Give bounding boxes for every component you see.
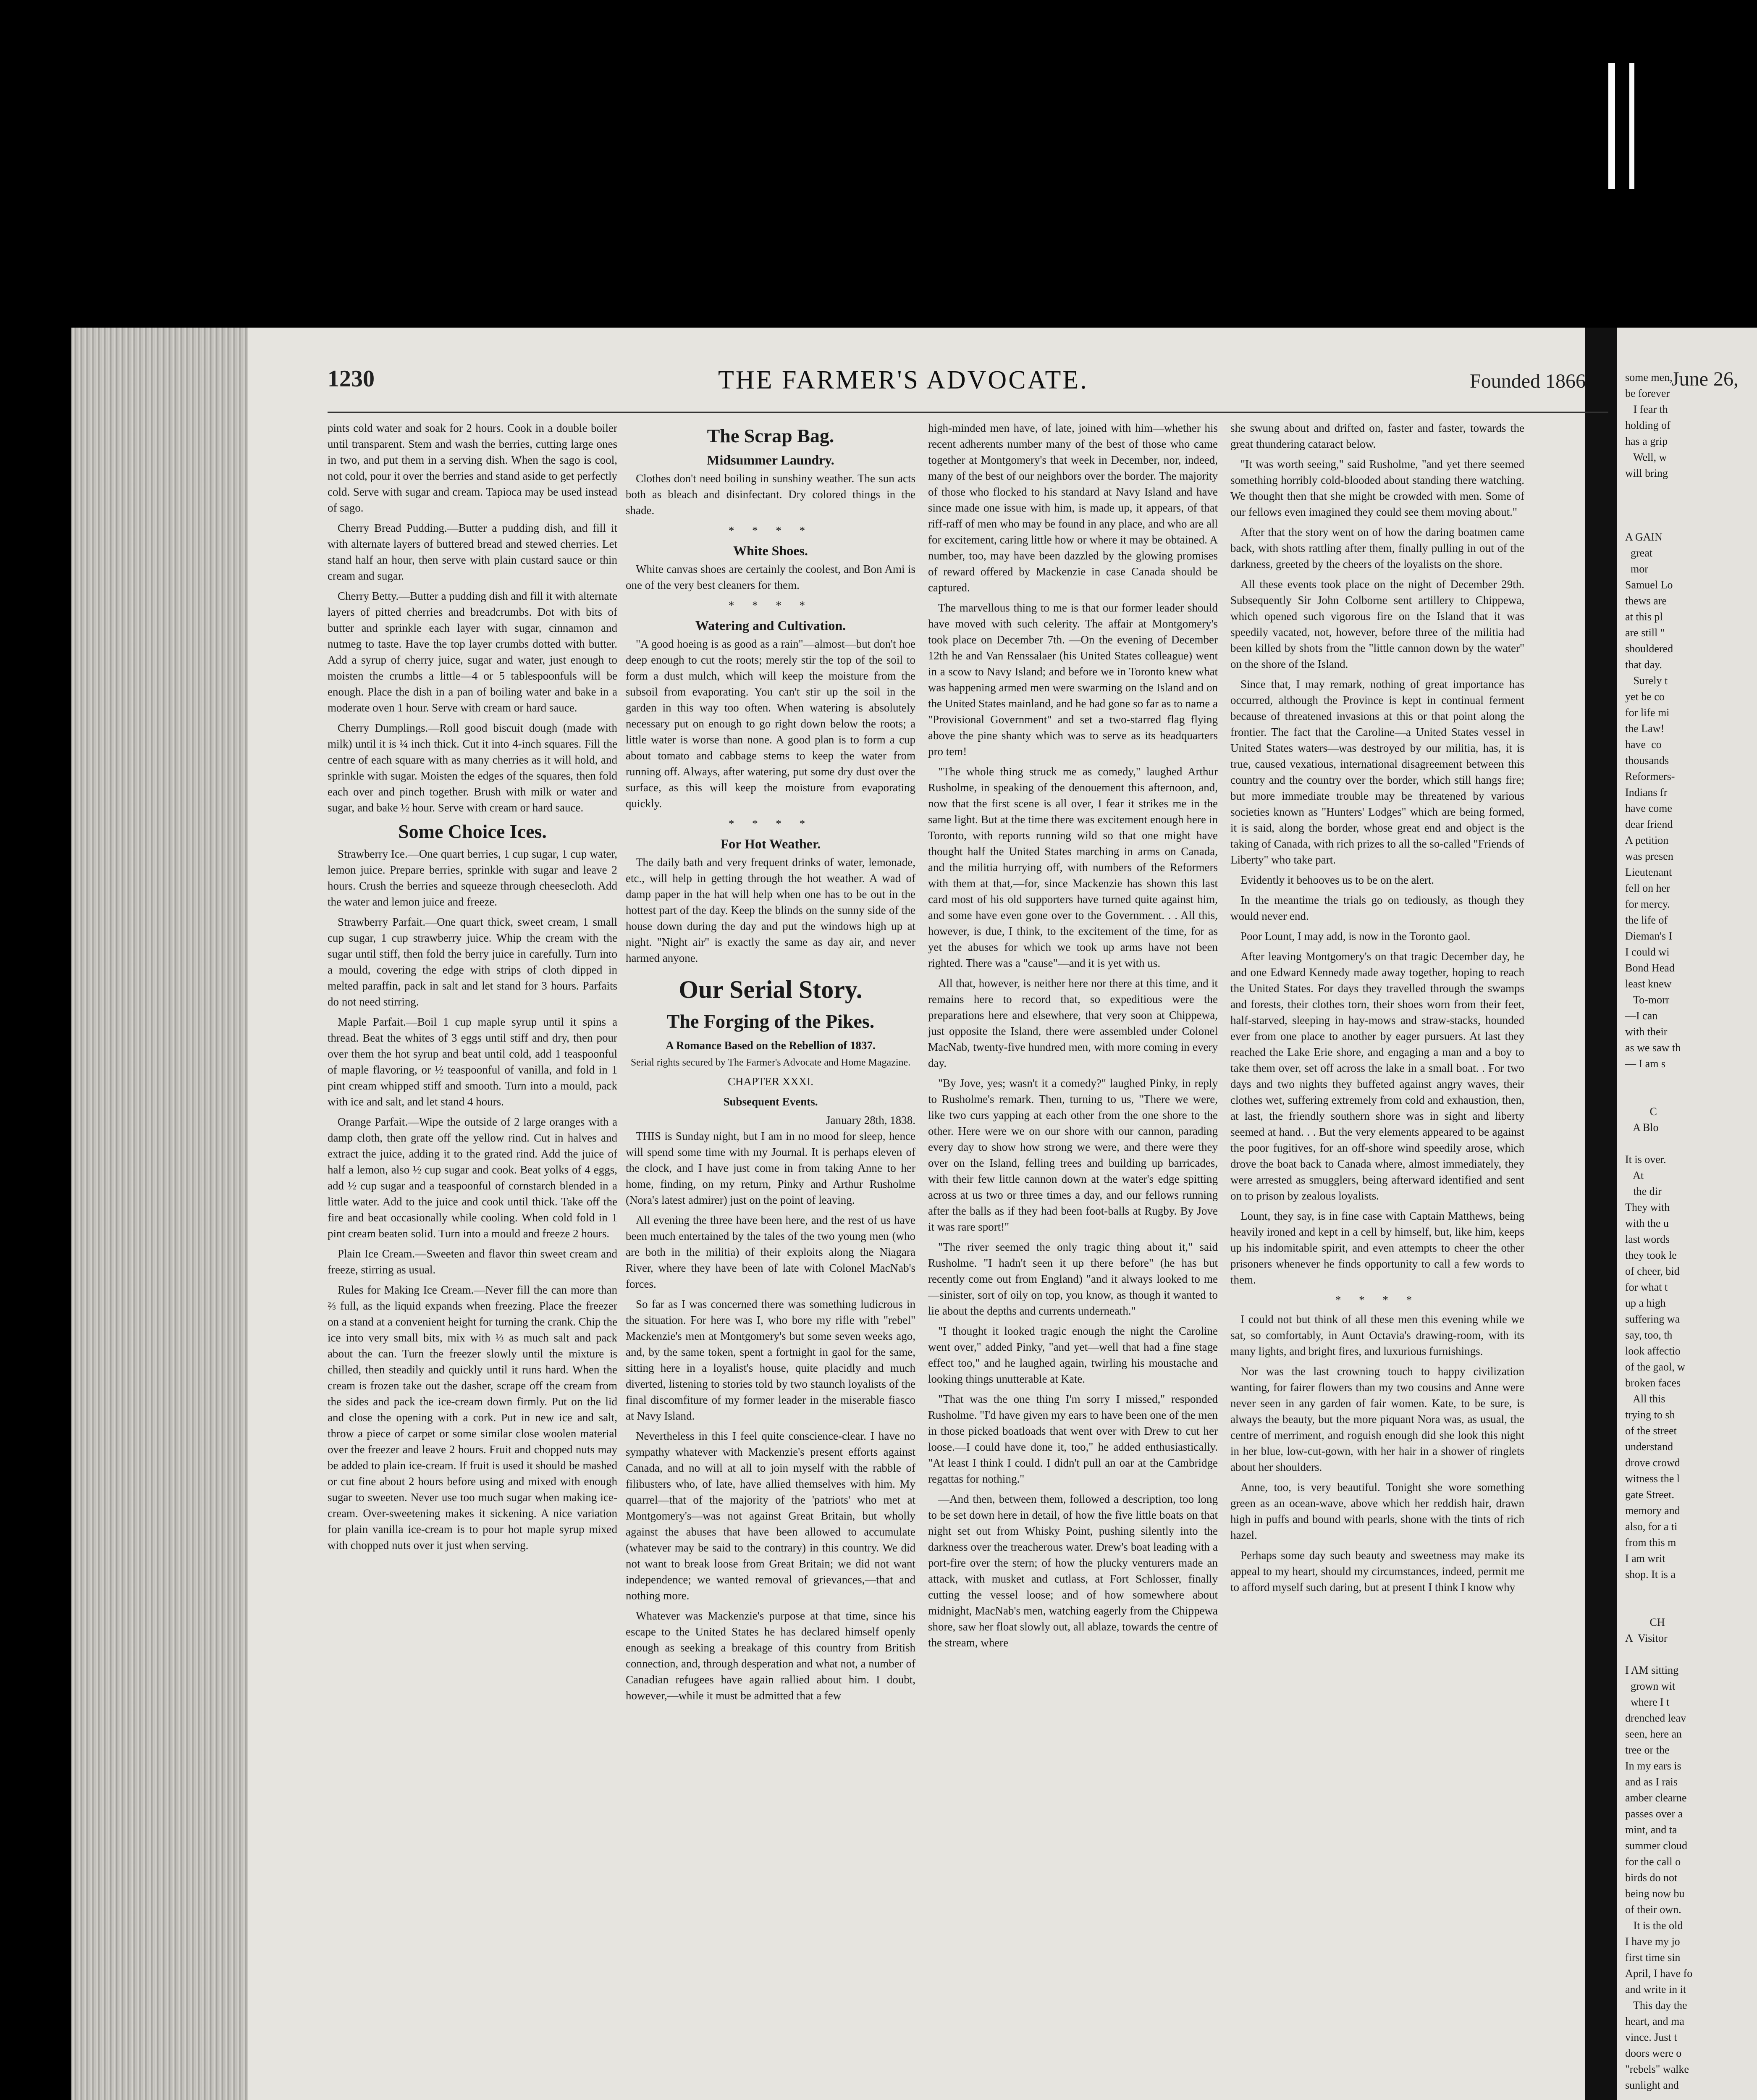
paragraph: Lount, they say, is in fine case with Captain Matthews, being heavily ironed and kept in a cell by himself, but, like him, keeps up his indomitable spirit, and even attempts to cheer the other prisoners whenever he finds opportunity to call a few words to them. [1230, 1210, 1524, 1286]
paragraph: Orange Parfait.—Wipe the outside of 2 large oranges with a damp cloth, then grate off the yellow rind. Cut in halves and extract the juice, adding it to the grated rind. Add the juice of half a lemon, also ½ cup sugar and cook. Beat yolks of 4 eggs, add ½ cup sugar and a teaspoonful of cornstarch blended in a little water. Add to the juice and cook until thick. Take off the fire and beat occasionally while cooling. When cold fold in 1 pint cream beaten solid. Turn into a mould and freeze 2 hours. [328, 1116, 617, 1240]
paragraph: In the meantime the trials go on tediously, as though they would never end. [1230, 894, 1524, 922]
subheading: For Hot Weather. [720, 836, 821, 851]
paragraph: All that, however, is neither here nor there at this time, and it remains here to record that, so expeditious were the preparations here and elsewhere, that very soon at Chippewa, just opposite the Island, there were assembled under Colonel MacNab, twenty-five hundred men, with more coming in every day. [928, 977, 1218, 1069]
paragraph: "That was the one thing I'm sorry I missed," responded Rusholme. "I'd have given my ears to have been one of the men in those picked boatloads that went over with Drew to cut her loose.—I could have done it, too," he added enthusiastically. "At least I think I could. I didn't pull an oar at the Cambridge regattas for nothing." [928, 1393, 1218, 1485]
paragraph: So far as I was concerned there was something ludicrous in the situation. For here was I, who bore my rifle with "rebel" Mackenzie's men at Montgomery's but some seven weeks ago, and, by the same token, spent a fortnight in gaol for the same, sitting here in a loyalist's house, quite placidly and much diverted, listening to stories told by two staunch loyalists of the final discomfiture of my former leader in the miserable fiasco at Navy Island. [626, 1298, 915, 1422]
paragraph: Perhaps some day such beauty and sweetness may make its appeal to my heart, should my circumstances, indeed, permit me to afford myself such daring, but at present I think I know why [1230, 1549, 1524, 1593]
paragraph: Nevertheless in this I feel quite conscience-clear. I have no sympathy whatever with Mackenzie's present efforts against Canada, and no will at all to join myself with the rabble of filibusters who, of late, have allied themselves with him. My quarrel—that of the majority of the 'patriots' who met at Montgomery's—was not against Great Britain, but wholly against the abuses that have been allowed to accumulate (whatever may be said to the contrary) in this country. We did not want to break loose from Great Britain; we did not want independence; we wanted removal of grievances,—that and nothing more. [626, 1430, 915, 1602]
paragraph: —And then, between them, followed a description, too long to be set down here in detail, of how the five little boats on that night set out from Whisky Point, pushing silently into the darkness over the treacherous water. Drew's boat leading with a port-fire over the stern; of how the plucky venturers made an attack, with musket and cutlass, at Fort Schlosser, finally cutting the vessel loose; and of how somewhere about midnight, MacNab's men, watching eagerly from the Chippewa shore, saw her float slowly out, all ablaze, towards the centre of the stream, where [928, 1493, 1218, 1649]
paragraph: "A good hoeing is as good as a rain"—almost—but don't hoe deep enough to cut the roots; merely stir the top of the soil to form a dust mulch, which will keep the moisture from the subsoil from evaporating. You can't stir up the soil in the garden in this way too often. When watering is absolutely necessary put on enough to go right down below the roots; a little water is worse than none. A good plan is to form a cup about tomato and cabbage stems to keep the water from running off. Always, after watering, put some dry dust over the surface, as this will keep the moisture from evaporating quickly. [626, 638, 915, 810]
rights-notice: Serial rights secured by The Farmer's Advocate and Home Magazine. [630, 1057, 911, 1068]
section-heading: The Scrap Bag. [707, 425, 834, 446]
paragraph: White canvas shoes are certainly the coolest, and Bon Ami is one of the very best cleaners for them. [626, 563, 915, 591]
page-number: 1230 [328, 366, 375, 392]
paragraph: Since that, I may remark, nothing of great importance has occurred, although the Province is kept in continual ferment because of threatened invasions at this or that point along the frontier. The fact that the Caroline—a United States vessel in United States waters—was destroyed by our militia, has, it is true, caused vexatious, international disagreement between this country and the country over the border, which still hangs fire; but more immediate trouble may be threatened by various societies known as "Hunters' Lodges" which are being formed, it is said, along the border, whose great end and object is the taking of Canada, with rich prizes to all the so-called "Friends of Liberty" who take part. [1230, 678, 1524, 866]
header-rule [328, 412, 1608, 413]
paragraph: All evening the three have been here, and the rest of us have been much entertained by the tales of the two young men (who are both in the militia) of their exploits along the Niagara River, where they have been of late with Colonel MacNab's forces. [626, 1214, 915, 1290]
book-edge-pages [71, 328, 248, 2100]
paragraph: high-minded men have, of late, joined with him—whether his recent adherents number many of the best of those who came together at Montgomery's that week in December, nor, indeed, many of the best of our neighbors over the border. The majority of those who flocked to his standard at Navy Island and have since made one issue with him, is made up, it appears, of that riff-raff of men who may be found in any place, and who are all for excitement, caring little how or where it may be obtained. A number, too, may have been dazzled by the glowing promises of reward offered by Mackenzie in case Canada should be captured. [928, 422, 1218, 594]
story-title: The Forging of the Pikes. [666, 1011, 875, 1032]
paragraph: Cherry Bread Pudding.—Butter a pudding dish, and fill it with alternate layers of buttered bread and stewed cherries. Let stand half an hour, then serve with plain custard sauce or thin cream and sugar. [328, 522, 617, 582]
section-divider: * * * * [728, 524, 813, 537]
subheading: White Shoes. [733, 543, 808, 558]
paragraph: After leaving Montgomery's on that tragic December day, he and one Edward Kennedy made away together, hoping to reach the United States. For days they travelled through the swamps and forests, their clothes torn, their shoes worn from their feet, half-starved, sleeping in hay-mows and straw-stacks, hounded ever from one place to another by eager pursuers. At last they reached the Lake Erie shore, and engaging a man and a boy to take them over, set off across the lake in a small boat. . For two days and two nights they buffeted against angry waves, their clothes wet, suffering extremely from cold and exhaustion, then, at last, the friendly southern shore was in sight and liberty seemed at hand. . . But the very elements appeared to be against the poor fugitives, for an off-shore wind speedily arose, which drove the boat back to Canada where, almost immediately, they were arrested as smugglers, being afterward identified and sent on to prison by zealous loyalists. [1230, 950, 1524, 1202]
next-page-date: June 26, [1671, 368, 1739, 390]
paragraph: pints cold water and soak for 2 hours. Cook in a double boiler until transparent. Stem and wash the berries, cutting large ones in two, and put them in a serving dish. When the sago is cool, not cold, pour it over the berries and stand aside to get perfectly cold. Serve with sugar and cream. Tapioca may be used instead of sago. [328, 422, 617, 514]
section-divider: * * * * [728, 817, 813, 830]
paragraph: Maple Parfait.—Boil 1 cup maple syrup until it spins a thread. Beat the whites of 3 eggs until stiff and dry, then pour over them the hot syrup and beat until cold, add 1 teaspoonful of maple flavoring, or ½ teaspoonful of vanilla, and fold in 1 pint cream whipped stiff and smooth. Turn into a mould, pack with ice and salt, and let stand 4 hours. [328, 1016, 617, 1108]
serial-heading: Our Serial Story. [679, 976, 863, 1003]
paragraph: Rules for Making Ice Cream.—Never fill the can more than ⅔ full, as the liquid expands when freezing. Place the freezer on a stand at a convenient height for turning the crank. Chip the ice into very small bits, mix with ⅓ as much salt and pack about the can. Turn the freezer slowly until the mixture is chilled, then steadily and quickly until it runs hard. When the cream is frozen take out the dasher, scrape off the cream from the sides and pack the ice-cream down firmly. Put on the lid and close the opening with a cork. Put in new ice and salt, throw a piece of carpet or some similar close woolen material over the freezer and leave 2 hours. Fruit and chopped nuts may be added to plain ice-cream. If fruit is used it should be mashed or cut fine about 2 hours before using and mixed with enough sugar to sweeten. Never use too much sugar when making ice-cream. Over-sweetening makes it sickening. A nice variation for plain vanilla ice-cream is to pour hot maple syrup mixed with chopped nuts over it just when serving. [328, 1284, 617, 1551]
section-heading: Some Choice Ices. [398, 821, 547, 842]
column-4 [1230, 420, 1524, 1599]
paragraph: Plain Ice Cream.—Sweeten and flavor thin sweet cream and freeze, stirring as usual. [328, 1247, 617, 1276]
paragraph: Anne, too, is very beautiful. Tonight she wore something green as an ocean-wave, above which her reddish hair, drawn high in puffs and bound with pearls, shone with the tints of rich hazel. [1230, 1481, 1524, 1541]
paragraph: Cherry Dumplings.—Roll good biscuit dough (made with milk) until it is ¼ inch thick. Cut it into 4-inch squares. Fill the centre of each square with as many cherries as it will hold, and sprinkle with sugar. Moisten the edges of the squares, then fold each over and pinch together. Brush with milk or water and sugar, and bake ½ hour. Serve with cream or hard sauce. [328, 722, 617, 814]
paragraph: Clothes don't need boiling in sunshiny weather. The sun acts both as bleach and disinfectant. Dry colored things in the shade. [626, 472, 915, 517]
column-1 [328, 420, 617, 1557]
column-3 [928, 420, 1218, 1655]
paragraph: Evidently it behooves us to be on the alert. [1240, 874, 1434, 886]
paragraph: Cherry Betty.—Butter a pudding dish and fill it with alternate layers of pitted cherries and breadcrumbs. Dot with bits of butter and sprinkle each layer with sugar, cinnamon and nutmeg to taste. Have the top layer crumbs dotted with butter. Add a syrup of cherry juice, sugar and water, just enough to moisten the crumbs a little—4 or 5 tablespoonfuls will be enough. Place the dish in a pan of boiling water and bake in a moderate oven 1 hour. Serve with cream or hard sauce. [328, 590, 617, 714]
paragraph: "It was worth seeing," said Rusholme, "and yet there seemed something horribly cold-blooded about standing there watching. We thought then that she might be crowded with men. Some of our fellows even imagined they could see them moving about." [1230, 458, 1524, 518]
chapter-heading: CHAPTER XXXI. [727, 1075, 813, 1088]
paragraph: I could not but think of all these men this evening while we sat, so comfortably, in Aunt Octavia's drawing-room, with its many lights, and bright fires, and luxurious furnishings. [1230, 1313, 1524, 1357]
paragraph: "The river seemed the only tragic thing about it," said Rusholme. "I hadn't seen it up there before" (he has but recently come out from England) "and it always looked to me—sinister, sort of oily on top, you know, as though it wanted to lie about the depths and currents underneath." [928, 1241, 1218, 1317]
paragraph: Nor was the last crowning touch to happy civilization wanting, for fairer flowers than my two cousins and Anne were never seen in any garden of fair women. Kate, to be sure, is always the beauty, but the more piquant Nora was, as usual, the centre of merriment, and roguish enough did she look this night in her blue, low-cut-gown, with her hair in a shower of ringlets about her shoulders. [1230, 1365, 1524, 1473]
paragraph: After that the story went on of how the daring boatmen came back, with shots rattling after them, finally pulling in out of the darkness, greeted by the cheers of the loyalists on the shore. [1230, 526, 1524, 570]
scan-marker [1608, 63, 1615, 189]
founded-line: Founded 1866 [1470, 370, 1586, 392]
paragraph: Strawberry Parfait.—One quart thick, sweet cream, 1 small cup sugar, 1 cup strawberry juice. Whip the cream with the sugar until stiff, then fold the berry juice in carefully. Turn into a mould, covering the edge with strips of cloth dipped in melted paraffin, pack in salt and let stand for 3 hours. Parfaits do not need stirring. [328, 916, 617, 1008]
scan-marker [1629, 63, 1634, 189]
section-divider: * * * * [1335, 1294, 1420, 1306]
paragraph: All these events took place on the night of December 29th. Subsequently Sir John Colborne sent artillery to Chippewa, which opened such vigorous fire on the Island that it was speedily vacated, not, however, before three of the militia had been killed by shots from the "little cannon down by the water" on the shore of the Island. [1230, 578, 1524, 670]
paragraph: The marvellous thing to me is that our former leader should have moved with such celerity. The affair at Montgomery's took place on December 7th. —On the evening of December 12th he and Van Renssalaer (his United States colleague) went in a scow to Navy Island; and before we in Toronto knew what was happening armed men were swarming on the Island and on the United States mainland, and he had gone so far as to name a "Provisional Government" and set a two-starred flag flying above the pine shanty which was to serve as its headquarters pro tem! [928, 601, 1218, 758]
paragraph: "By Jove, yes; wasn't it a comedy?" laughed Pinky, in reply to Rusholme's remark. Then, turning to us, "There we were, like two curs yapping at each other from the one shore to the other. Here were we on our shore with our cannon, parading every day to show how strong we were, and there were they over on the Island, felling trees and building up barricades, with their few little cannon down at the water's edge spitting across at us two or three times a day, and our fellows running after the balls as if they had been foot-balls at Rugby. By Jove it was rare sport!" [928, 1077, 1218, 1233]
paragraph: Strawberry Ice.—One quart berries, 1 cup sugar, 1 cup water, lemon juice. Prepare berries, sprinkle with sugar and leave 2 hours. Crush the berries and squeeze through cheesecloth. Add the water and lemon juice and freeze. [328, 848, 617, 908]
section-divider: * * * * [728, 599, 813, 612]
subheading: Watering and Cultivation. [695, 618, 846, 633]
journal-date: January 28th, 1838. [826, 1114, 915, 1126]
page-gutter [1585, 328, 1617, 2100]
paragraph: Poor Lount, I may add, is now in the Toronto gaol. [1240, 930, 1471, 942]
subheading: Midsummer Laundry. [707, 452, 834, 467]
publication-title: THE FARMER'S ADVOCATE. [718, 366, 1088, 394]
paragraph: she swung about and drifted on, faster and faster, towards the great thundering cataract below. [1230, 422, 1524, 450]
page-header [328, 365, 1608, 403]
paragraph: "The whole thing struck me as comedy," laughed Arthur Rusholme, in speaking of the denouement this afternoon, and, now that the first scene is all over, I fear it strikes me in the same light. But at the time there was excitement enough here in Toronto, with reports running wild so that one might have thought half the United States marching in arms on Canada, and the militia hurrying off, with numbers of the Reformers with them at that,—for, since Mackenzie has shown this last card most of his old supporters have turned quite against him, and some have even gone over to the Government. . . All this, however, is due, I think, to the excitement of the time, for as yet the abuses for which we took up arms have not been righted. There was a "cause"—and it is yet with us. [928, 765, 1218, 969]
paragraph: THIS is Sunday night, but I am in no mood for sleep, hence will spend some time with my Journal. It is perhaps eleven of the clock, and I have just come in from taking Anne to her home, finding, on my return, Pinky and Arthur Rusholme (Nora's latest admirer) just on the point of leaving. [626, 1130, 915, 1206]
paragraph: The daily bath and very frequent drinks of water, lemonade, etc., will help in getting through the hot weather. A wad of damp paper in the hat will help when one has to be out in the hottest part of the day. Keep the blinds on the sunny side of the house down during the day and put the windows high up at night. "Night air" is exactly the same as day air, and never harmed anyone. [626, 856, 915, 964]
chapter-subtitle: Subsequent Events. [723, 1095, 818, 1108]
paragraph: "I thought it looked tragic enough the night the Caroline went over," added Pinky, "and yet—well that had a fine stage effect too," and he laughed again, twirling his moustache and looking things unutterable at Kate. [928, 1325, 1218, 1385]
column-2 [626, 420, 915, 1708]
story-subtitle: A Romance Based on the Rebellion of 1837. [666, 1039, 876, 1052]
next-page-text: some men, be forever I fear th holding of has a grip Well, w will bring A GAIN great mor Samuel Lo thews are at this pl are still " shouldered that day. Surely t yet be co for life mi the Law! have co thousands Reformers- Indians fr have come dear friend A petition was presen Lieutenant fell on her for mercy. the life of Dieman's I I could wi Bond Head least knew To-morr —I can with their as we saw th — I am s C A Blo It is over. At the dir They with with the u last words they took le of cheer, bid for what t up a high suffering wa say, too, th look affectio of the gaol, w broken faces All this trying to sh of the street understand drove crowd witness the l gate Street. memory and also, for a ti from this m I am writ shop. It is a CH A Visitor I AM sitting grown wit where I t drenched leav seen, here an tree or the In my ears is and as I rais amber clearne passes over a mint, and ta summer cloud for the call o birds do not being now bu of their own. It is the old I have my jo first time sin April, I have fo and write in it This day the heart, and ma vince. Just t doors were o "rebels" walke sunlight and [1625, 371, 1693, 2091]
paragraph: Whatever was Mackenzie's purpose at that time, since his escape to the United States he has declared himself openly enough as seeking a breakage of this country from British connection, and, through desperation and what not, a number of Canadian refugees have again rallied about him. I doubt, however,—while it must be admitted that a few [626, 1609, 915, 1702]
